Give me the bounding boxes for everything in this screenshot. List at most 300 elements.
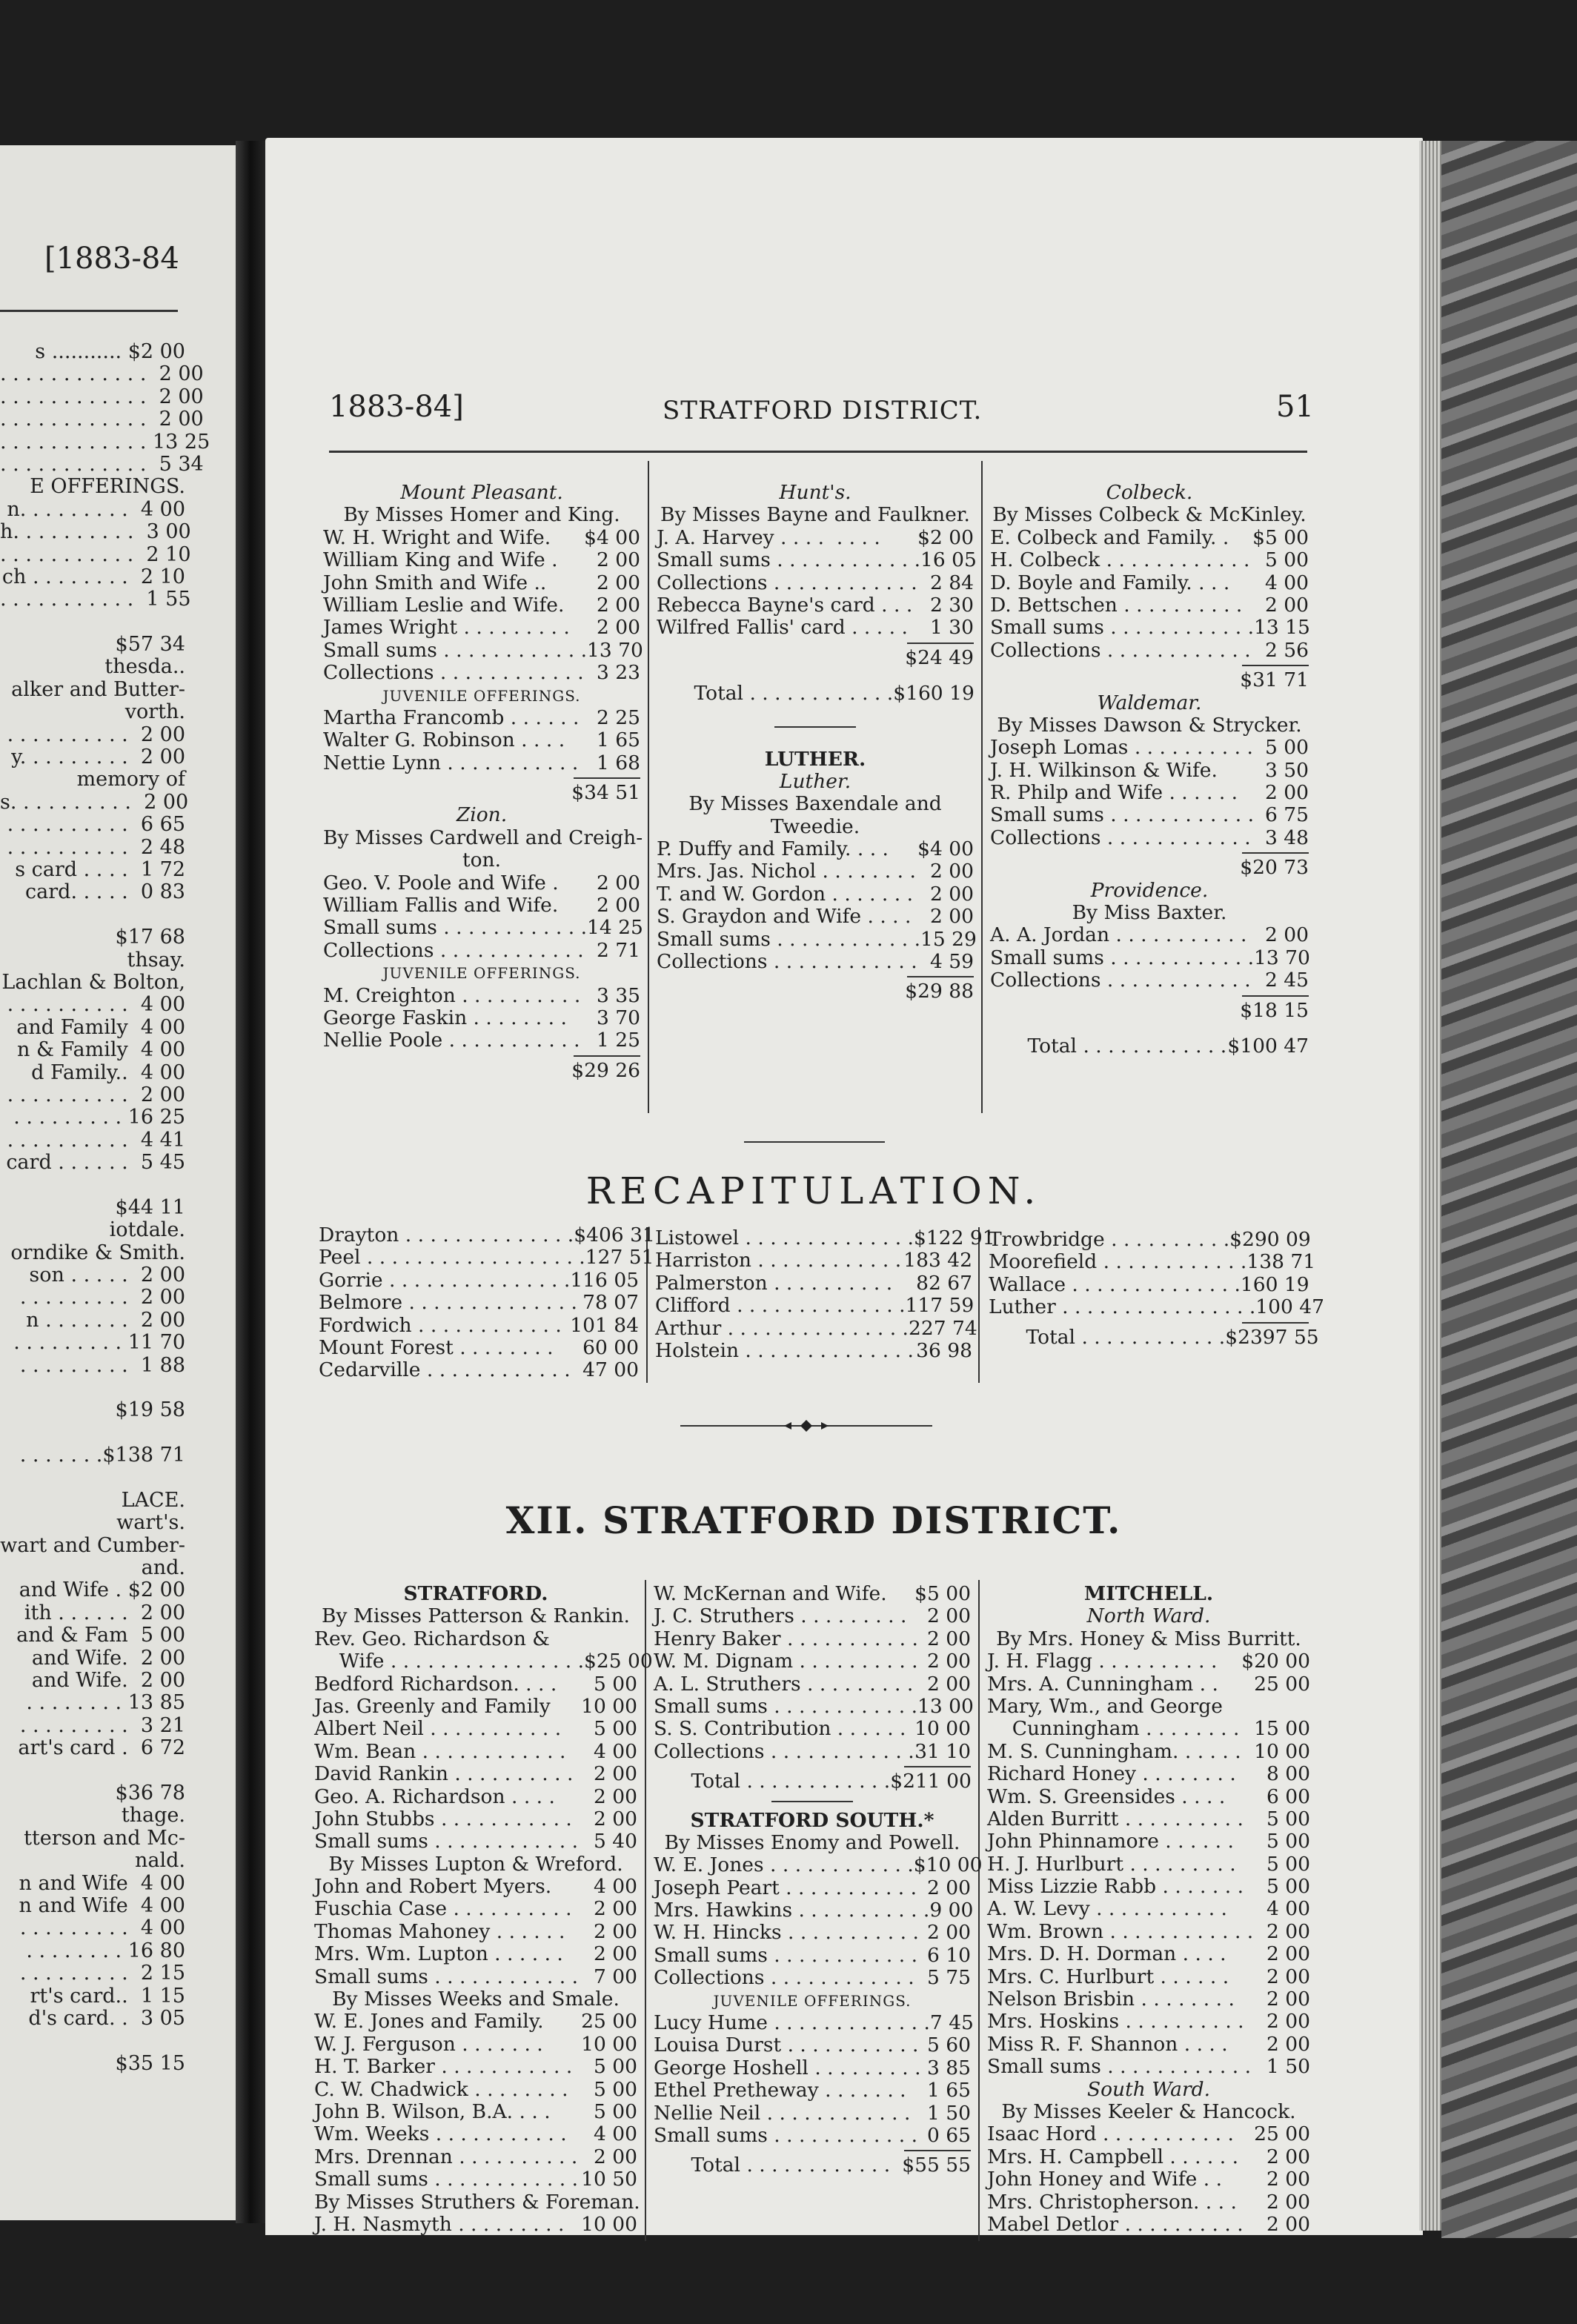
entry-row <box>990 1000 1309 1022</box>
entry-row <box>314 2034 637 2056</box>
entry-row <box>654 1650 971 1673</box>
entry-row <box>657 927 977 951</box>
entry-amount: 7 45 <box>929 2011 974 2035</box>
collectors-line: JUVENILE OFFERINGS. <box>382 964 581 983</box>
left-page-line: ch . . . . . . . . 2 10 <box>1 565 185 588</box>
entry-label: Rev. Geo. Richardson & <box>314 1627 550 1650</box>
column-mitchell <box>987 1583 1310 2236</box>
page-number: 51 <box>1276 390 1314 424</box>
entry-label: Nettie Lynn . . . . . . . . . . . <box>323 751 579 774</box>
left-page-line: orndike & Smith. <box>10 1241 185 1264</box>
entry-row <box>314 2011 637 2033</box>
entry-row <box>654 1718 971 1740</box>
entry-amount: $20 00 <box>1241 1650 1310 1673</box>
entry-row <box>989 1295 1325 1319</box>
entry-label: D. Boyle and Family. . . . <box>990 571 1230 594</box>
entry-row <box>654 1877 971 1899</box>
column-stratford-south <box>654 1582 983 2177</box>
entry-label: Miss Lizzie Rabb . . . . . . . <box>987 1875 1244 1899</box>
entry-amount: 1 25 <box>596 1029 640 1052</box>
entry-row <box>987 2123 1310 2145</box>
entry-amount: 8 00 <box>1266 1762 1310 1786</box>
entry-label: Peel . . . . . . . . . . . . . . . . . . <box>319 1246 585 1269</box>
page-edges <box>1419 141 1441 2231</box>
entry-amount: 47 00 <box>582 1358 639 1382</box>
left-page-line: $17 68 <box>115 926 185 949</box>
entry-row <box>655 1226 995 1249</box>
entry-row <box>314 2101 637 2123</box>
entry-label: W. E. Jones and Family. <box>314 2010 544 2034</box>
congregation-name: South Ward. <box>1086 2077 1211 2101</box>
entry-amount: 2 00 <box>926 1672 971 1696</box>
entry-row <box>655 1272 972 1295</box>
left-page-line: son . . . . . 2 00 <box>29 1264 185 1287</box>
entry-amount: $4 00 <box>584 525 640 549</box>
left-page-line: . . . . . . . . . . 2 00 <box>7 1083 185 1106</box>
entry-label: Mrs. H. Campbell . . . . . . <box>987 2145 1239 2168</box>
left-page-line: s ........... $2 00 <box>35 340 185 363</box>
entry-amount: 183 42 <box>903 1249 972 1272</box>
left-page-line <box>0 1174 185 1196</box>
entry-label: Mrs. Hawkins . . . . . . . . . . . <box>654 1899 930 1922</box>
entry-label: Wife . . . . . . . . . . . . . . . . <box>314 1650 584 1673</box>
left-page-line: d's card. . 3 05 <box>28 2006 185 2030</box>
left-header-rule <box>0 310 178 312</box>
entry-amount: 5 00 <box>1266 1830 1310 1853</box>
entry-amount: 3 85 <box>926 2056 971 2079</box>
entry-amount: 25 00 <box>1254 2122 1310 2146</box>
entry-amount: 36 98 <box>916 1338 972 1362</box>
left-page-line: . . . . . . . . 16 80 <box>26 1939 185 1962</box>
collectors-line: By Misses Homer and King. <box>343 503 620 527</box>
entry-row <box>654 2125 971 2147</box>
entry-row <box>314 2056 637 2078</box>
entry-row <box>323 594 640 617</box>
entry-amount: 2 00 <box>593 1897 637 1921</box>
entry-row <box>323 572 640 594</box>
entry-row <box>657 617 974 639</box>
entry-row <box>657 883 974 906</box>
entry-amount: 0 65 <box>926 2123 971 2147</box>
entry-label: Small sums . . . . . . . . . . . . <box>323 638 588 662</box>
entry-row <box>657 527 974 549</box>
entry-amount: $290 09 <box>1229 1228 1311 1251</box>
book-gutter <box>236 141 268 2223</box>
header-rule <box>329 451 1307 453</box>
entry-amount: 5 00 <box>1266 1852 1310 1876</box>
entry-label: Collections . . . . . . . . . . . . <box>654 1966 914 1990</box>
entry-amount: 10 00 <box>581 2032 637 2056</box>
entry-row <box>323 617 640 639</box>
collectors-line: JUVENILE OFFERINGS. <box>713 1991 912 2010</box>
entry-label: Henry Baker . . . . . . . . . . . <box>654 1627 918 1650</box>
sum-rule <box>904 2150 971 2151</box>
right-page <box>265 138 1423 2235</box>
entry-label: Bedford Richardson. . . . <box>314 1672 557 1696</box>
entry-amount: 2 00 <box>929 860 974 883</box>
entry-row <box>314 2079 637 2101</box>
entry-amount: $29 26 <box>571 1058 640 1082</box>
entry-row <box>654 2034 971 2056</box>
entry-row <box>990 669 1309 691</box>
entry-row <box>654 1741 971 1763</box>
entry-row <box>990 527 1309 549</box>
left-page-line: . . . . . . . . . . . 1 55 <box>0 588 191 611</box>
entry-label: Collections . . . . . . . . . . . . <box>323 938 584 962</box>
entry-label: Lucy Hume . . . . . . . . . . . . . <box>654 2011 930 2035</box>
entry-label: W. M. Dignam . . . . . . . . . . <box>654 1650 918 1673</box>
entry-row <box>657 572 974 594</box>
entry-amount: 2 00 <box>593 1784 637 1808</box>
ornamental-divider <box>680 1417 932 1435</box>
entry-label: Cunningham . . . . . . . . <box>987 1717 1240 1741</box>
entry-amount: 2 00 <box>1266 1988 1310 2011</box>
entry-amount: 1 50 <box>1266 2055 1310 2079</box>
entry-row <box>654 2154 971 2177</box>
entry-amount: 5 00 <box>593 2099 637 2123</box>
spacer <box>657 735 974 748</box>
entry-row <box>987 1988 1310 2011</box>
entry-label: Small sums . . . . . . . . . . . . <box>654 2123 918 2147</box>
spacer <box>990 1022 1309 1035</box>
spacer <box>657 706 974 719</box>
collectors-line: By Misses Lupton & Wreford. <box>328 1852 623 1876</box>
entry-row <box>319 1246 654 1269</box>
entry-row <box>655 1340 972 1362</box>
entry-label: Thomas Mahoney . . . . . . <box>314 1919 565 1943</box>
recap-divider-2 <box>978 1227 980 1383</box>
entry-row <box>314 1830 637 1853</box>
left-page-line: . . . . . . . . . . . . 2 00 <box>0 362 204 386</box>
entry-amount: 117 59 <box>905 1294 975 1318</box>
left-page-line: $57 34 <box>115 633 185 657</box>
entry-amount: 5 00 <box>593 1672 637 1696</box>
entry-label: Small sums . . . . . . . . . . . . <box>314 2168 579 2191</box>
entry-label: Small sums . . . . . . . . . . . . <box>657 548 921 572</box>
entry-row <box>990 924 1309 946</box>
entry-label: Moorefield . . . . . . . . . . . . <box>989 1250 1247 1274</box>
entry-label: Harriston . . . . . . . . . . . . <box>655 1249 902 1272</box>
left-page-line: . . . . . . . . . . 4 00 <box>7 993 185 1017</box>
entry-amount: $20 73 <box>1240 856 1309 880</box>
entry-amount: 13 15 <box>1254 616 1310 640</box>
entry-label: Mrs. Wm. Lupton . . . . . . <box>314 1942 563 1966</box>
congregation-name: Hunt's. <box>779 481 851 504</box>
sum-rule <box>574 777 640 779</box>
entry-label: E. Colbeck and Family. . <box>990 525 1229 549</box>
entry-row <box>654 1770 971 1793</box>
section-divider-2 <box>978 1580 980 2241</box>
entry-row <box>314 1763 637 1785</box>
section-rule <box>774 726 856 728</box>
congregation-name: Colbeck. <box>1106 481 1193 504</box>
collectors-line: By Misses Bayne and Faulkner. <box>660 503 970 527</box>
entry-label: Wallace . . . . . . . . . . . . . . <box>989 1272 1241 1296</box>
entry-row <box>990 549 1309 571</box>
entry-label: H. T. Barker . . . . . . . . . . . <box>314 2055 573 2079</box>
entry-label: Collections . . . . . . . . . . . . <box>657 950 917 974</box>
entry-row <box>654 1673 971 1696</box>
entry-label: Total . . . . . . . . . . . . <box>990 1034 1227 1058</box>
left-page-line: vorth. <box>124 700 185 724</box>
entry-row <box>314 2168 637 2191</box>
entry-amount: $2 00 <box>917 525 974 549</box>
entry-amount: 31 10 <box>914 1739 971 1763</box>
entry-label: John Phinnamore . . . . . . <box>987 1830 1234 1853</box>
entry-row <box>314 2146 637 2168</box>
entry-label: Mrs. Christopherson. . . . <box>987 2190 1237 2214</box>
collectors-line: By Misses Keeler & Hancock. <box>1001 2099 1296 2123</box>
entry-label: H. J. Hurlburt . . . . . . . . . <box>987 1852 1236 1876</box>
entry-row <box>987 2056 1310 2078</box>
left-page-line: . . . . . . . . . . . . 5 34 <box>0 452 204 476</box>
entry-label: Drayton . . . . . . . . . . . . . . <box>319 1224 574 1246</box>
entry-label: Mount Forest . . . . . . . . <box>319 1335 554 1359</box>
entry-label: J. A. Harvey . . . . . . . . <box>657 525 880 549</box>
entry-amount: 10 50 <box>581 2168 637 2191</box>
entry-row <box>319 1292 639 1314</box>
entry-label: M. Creighton . . . . . . . . . . <box>323 983 581 1007</box>
entry-label: Arthur . . . . . . . . . . . . . . . <box>655 1316 909 1340</box>
entry-row <box>990 804 1309 826</box>
left-page-line <box>0 1377 185 1399</box>
congregation-name: Mount Pleasant. <box>400 481 563 504</box>
entry-label: R. Philp and Wife . . . . . . <box>990 781 1238 805</box>
entry-row <box>654 1899 974 1922</box>
sum-rule <box>907 643 974 644</box>
entry-amount: 5 00 <box>1266 1875 1310 1899</box>
left-page-line: s. . . . . . . . . . 2 00 <box>0 790 189 814</box>
collectors-line: ton. <box>462 849 502 872</box>
left-page-line: . . . . . . . . . . . . 2 00 <box>0 385 204 408</box>
left-page-line: . . . . . . . . . . 2 48 <box>7 835 185 859</box>
sum-rule <box>1242 1322 1309 1324</box>
section-heading: STRATFORD. <box>403 1582 548 1605</box>
entry-amount: 4 59 <box>929 950 974 974</box>
entry-label: John Honey and Wife . . <box>987 2168 1223 2191</box>
entry-row <box>654 1967 971 1989</box>
entry-row <box>987 1763 1310 1785</box>
entry-row <box>657 860 974 883</box>
entry-amount: 1 50 <box>926 2101 971 2125</box>
entry-amount: 2 00 <box>1266 2212 1310 2236</box>
entry-amount: 13 00 <box>917 1694 974 1718</box>
entry-amount: $100 47 <box>1227 1034 1309 1058</box>
entry-row <box>314 1673 637 1696</box>
entry-amount: 5 00 <box>593 2077 637 2101</box>
entry-amount: 2 00 <box>596 548 640 572</box>
section-divider-1 <box>645 1580 646 2241</box>
entry-label: Total . . . . . . . . . . . . <box>654 2154 891 2177</box>
entry-amount: 2 71 <box>596 938 640 962</box>
entry-amount: 25 00 <box>1254 1672 1310 1696</box>
entry-row <box>987 1921 1310 1943</box>
left-page-line: . . . . . . . . . . . . 2 00 <box>0 408 204 431</box>
entry-label: W. E. Jones . . . . . . . . . . . . <box>654 1853 914 1877</box>
recap-separator <box>744 1141 885 1143</box>
left-page-line: . . . . . . . . . 11 70 <box>13 1331 185 1355</box>
entry-amount: 2 00 <box>593 2145 637 2168</box>
entry-row <box>987 2191 1310 2214</box>
recap-column-2 <box>655 1226 995 1362</box>
entry-row <box>987 1696 1310 1718</box>
entry-row <box>314 1741 637 1763</box>
entry-label: Miss R. F. Shannon . . . . <box>987 2032 1228 2056</box>
left-page-line: . . . . . . . . . 2 00 <box>19 1286 185 1309</box>
entry-amount: 2 00 <box>929 882 974 906</box>
entry-amount: $5 00 <box>1252 525 1309 549</box>
entry-amount: 100 47 <box>1255 1295 1325 1319</box>
entry-amount: 13 70 <box>587 638 643 662</box>
entry-row <box>990 640 1309 662</box>
left-page-line: and & Fam 5 00 <box>16 1624 185 1647</box>
entry-amount: 10 00 <box>581 2212 637 2236</box>
entry-amount: 2 84 <box>929 571 974 594</box>
entry-row <box>319 1315 639 1337</box>
entry-row <box>323 707 640 729</box>
entry-label: J. C. Struthers . . . . . . . . . <box>654 1604 907 1628</box>
left-page-line: n and Wife 4 00 <box>19 1893 185 1917</box>
left-page-line <box>0 1467 185 1490</box>
entry-amount: 10 00 <box>914 1717 971 1741</box>
left-page-line <box>0 1760 185 1782</box>
entry-amount: 2 00 <box>1266 2145 1310 2168</box>
entry-amount: $24 49 <box>905 645 974 669</box>
entry-label: Fuschia Case . . . . . . . . . . <box>314 1897 572 1921</box>
left-page-line: rt's card.. 1 15 <box>30 1984 185 2008</box>
left-page-line: and. <box>141 1556 185 1580</box>
entry-label: J. H. Nasmyth . . . . . . . . . <box>314 2212 565 2236</box>
entry-row <box>987 1786 1310 1808</box>
left-page-line <box>0 1422 185 1444</box>
entry-amount: 2 00 <box>1266 2032 1310 2056</box>
sum-rule <box>1242 995 1309 997</box>
entry-row <box>990 827 1309 849</box>
entry-row <box>987 1853 1310 1876</box>
entry-amount: 2 00 <box>926 1876 971 1899</box>
entry-label: Mabel Detlor . . . . . . . . . . <box>987 2212 1244 2236</box>
entry-row <box>314 1966 637 1988</box>
collectors-line: JUVENILE OFFERINGS. <box>382 686 581 705</box>
entry-label: Collections . . . . . . . . . . . . <box>323 661 584 685</box>
entry-row <box>654 2057 971 2079</box>
entry-row <box>657 594 974 617</box>
entry-amount: 1 30 <box>929 616 974 640</box>
left-page-line: n . . . . . . . 2 00 <box>26 1308 185 1332</box>
entry-row <box>990 969 1309 992</box>
entry-row <box>655 1294 975 1318</box>
entry-row <box>657 906 974 928</box>
entry-amount: 116 05 <box>570 1268 640 1292</box>
entry-amount: 2 00 <box>596 616 640 640</box>
entry-amount: $18 15 <box>1240 998 1309 1022</box>
entry-label: Holstein . . . . . . . . . . . . . . <box>655 1338 914 1362</box>
entry-label: Small sums . . . . . . . . . . . . <box>990 946 1255 969</box>
entry-amount: 3 50 <box>1264 758 1309 782</box>
left-page-line: h. . . . . . . . . . 3 00 <box>0 520 191 544</box>
entry-amount: 2 00 <box>1266 2190 1310 2214</box>
entry-amount: 138 71 <box>1246 1250 1316 1274</box>
entry-label: S. Graydon and Wife . . . . <box>657 905 912 929</box>
entry-amount: 1 68 <box>596 751 640 774</box>
entry-label: Isaac Hord . . . . . . . . . . . <box>987 2122 1234 2146</box>
entry-label: William King and Wife . <box>323 548 558 572</box>
entry-label: Total . . . . . . . . . . . . <box>657 682 894 706</box>
entry-amount: 160 19 <box>1240 1272 1309 1296</box>
entry-row <box>314 2123 637 2145</box>
entry-row <box>654 2079 971 2102</box>
entry-row <box>654 1922 971 1944</box>
running-title: STRATFORD DISTRICT. <box>663 396 983 425</box>
left-page-line: n & Family 4 00 <box>17 1038 185 1062</box>
entry-row <box>987 1898 1310 1920</box>
entry-label: Mrs. A. Cunningham . . <box>987 1672 1218 1696</box>
section-rule <box>771 1801 853 1802</box>
left-page-line: E OFFERINGS. <box>30 475 185 499</box>
entry-label: H. Colbeck . . . . . . . . . . . . <box>990 548 1250 572</box>
entry-row <box>654 1945 971 1967</box>
entry-label: Gorrie . . . . . . . . . . . . . . . <box>319 1268 571 1292</box>
entry-amount: 5 75 <box>926 1966 971 1990</box>
entry-amount: $122 91 <box>913 1226 995 1249</box>
entry-row <box>323 527 640 549</box>
entry-label: Collections . . . . . . . . . . . . <box>657 571 917 594</box>
congregation-name: Providence. <box>1090 878 1209 902</box>
entry-amount: 5 00 <box>1266 1807 1310 1830</box>
entry-label: Trowbridge . . . . . . . . . . <box>989 1228 1230 1251</box>
entry-label: Collections . . . . . . . . . . . . <box>990 826 1251 849</box>
entry-row <box>323 872 640 894</box>
entry-label: William Leslie and Wife. <box>323 593 565 617</box>
left-page-line: wart's. <box>116 1511 185 1535</box>
entry-amount: 2 25 <box>596 706 640 729</box>
left-page-line: card. . . . . 0 83 <box>19 880 185 904</box>
entry-row <box>314 2214 637 2236</box>
sum-rule <box>1242 852 1309 854</box>
left-page <box>0 145 236 2220</box>
entry-amount: 4 00 <box>1266 1897 1310 1921</box>
entry-row <box>323 638 643 662</box>
entry-label: John and Robert Myers. <box>314 1875 552 1899</box>
entry-label: Alden Burritt . . . . . . . . . . <box>987 1807 1244 1830</box>
sum-rule <box>1242 665 1309 666</box>
entry-amount: 2 00 <box>596 871 640 894</box>
left-page-line: y. . . . . . . . . 2 00 <box>11 746 185 769</box>
left-page-line: alker and Butter- <box>11 677 185 701</box>
entry-label: Wilfred Fallis' card . . . . . <box>657 616 908 640</box>
entry-label: Small sums . . . . . . . . . . . . <box>987 2055 1252 2079</box>
entry-amount: 101 84 <box>570 1313 639 1337</box>
entry-label: Nelson Brisbin . . . . . . . . <box>987 1988 1235 2011</box>
left-page-line: Lachlan & Bolton, <box>1 970 185 994</box>
entry-amount: 4 00 <box>1264 571 1309 594</box>
entry-label: Joseph Peart . . . . . . . . . . . <box>654 1876 917 1899</box>
entry-row <box>987 2168 1310 2191</box>
entry-row <box>319 1224 655 1246</box>
entry-label: Belmore . . . . . . . . . . . . . . <box>319 1291 577 1315</box>
congregation-name: Luther. <box>779 769 851 793</box>
left-page-line: wart and Cumber- <box>0 1533 185 1557</box>
entry-amount: 15 00 <box>1254 1717 1310 1741</box>
entry-row <box>990 737 1309 759</box>
entry-row <box>314 1696 637 1718</box>
left-page-line: and Wife. 2 00 <box>31 1669 185 1693</box>
entry-row <box>987 1876 1310 1898</box>
entry-row <box>990 572 1309 594</box>
left-page-line: . . . . . . . . . 16 25 <box>13 1106 185 1129</box>
entry-row <box>657 683 974 705</box>
left-page-text <box>0 340 210 2075</box>
